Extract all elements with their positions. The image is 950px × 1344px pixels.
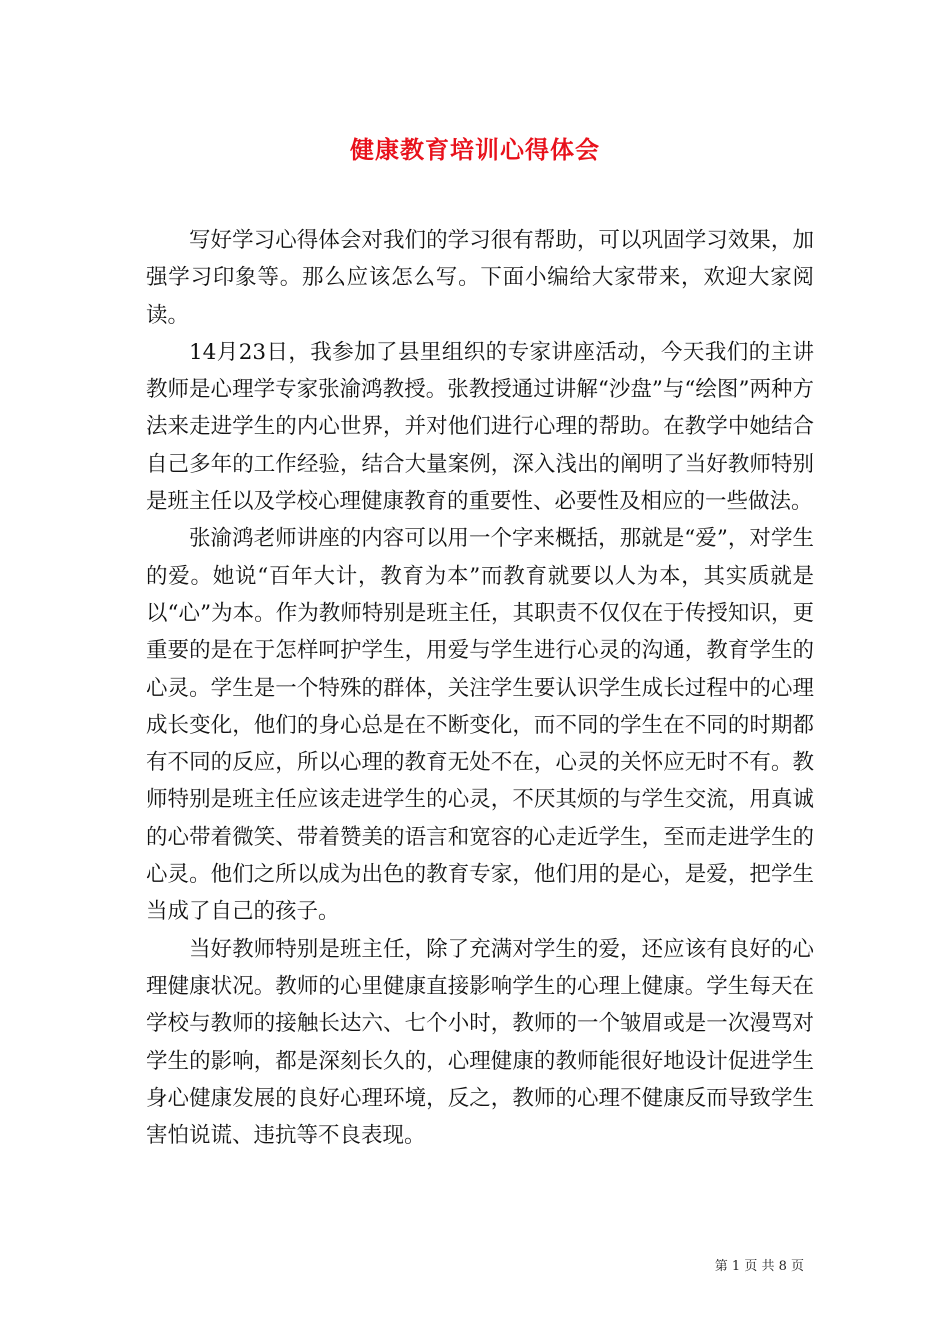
paragraph-teacher-health: 当好教师特别是班主任，除了充满对学生的爱，还应该有良好的心理健康状况。教师的心里健康直接影响学生的心理上健康。学生每天在学校与教师的接触长达六、七个小时，教师的一个皱眉或是一次漫骂对学生的影响，都是深刻长久的，心理健康的教师能很好地设计促进学生身心健康发展的良好心理环境，反之，教师的心理不健康反而导致学生害怕说谎、违抗等不良表现。	[146, 936, 814, 1149]
document-title: 健康教育培训心得体会	[350, 135, 600, 164]
paragraph-love: 张渝鸿老师讲座的内容可以用一个字来概括，那就是“爱”，对学生的爱。她说“百年大计，教育为本”而教育就要以人为本，其实质就是以“心”为本。作为教师特别是班主任，其职责不仅仅在于传授知识，更重要的是在于怎样呵护学生，用爱与学生进行心灵的沟通，教育学生的心灵。学生是一个特殊的群体，关注学生要认识学生成长过程中的心理成长变化，他们的身心总是在不断变化，而不同的学生在不同的时期都有不同的反应，所以心理的教育无处不在，心灵的关怀应无时不有。教师特别是班主任应该走进学生的心灵，不厌其烦的与学生交流，用真诚的心带着微笑、带着赞美的语言和宽容的心走近学生，至而走进学生的心灵。他们之所以成为出色的教育专家，他们用的是心，是爱，把学生当成了自己的孩子。	[146, 526, 814, 925]
page-number: 第 1 页 共 8 页	[714, 1259, 804, 1274]
document-body	[146, 222, 814, 1154]
paragraph-lecture: 14月23日，我参加了县里组织的专家讲座活动，今天我们的主讲教师是心理学专家张渝鸿教授。张教授通过讲解“沙盘”与“绘图”两种方法来走进学生的内心世界，并对他们进行心理的帮助。在教学中她结合自己多年的工作经验，结合大量案例，深入浅出的阐明了当好教师特别是班主任以及学校心理健康教育的重要性、必要性及相应的一些做法。	[146, 339, 814, 515]
paragraph-intro: 写好学习心得体会对我们的学习很有帮助，可以巩固学习效果，加强学习印象等。那么应该怎么写。下面小编给大家带来，欢迎大家阅读。	[146, 228, 814, 328]
